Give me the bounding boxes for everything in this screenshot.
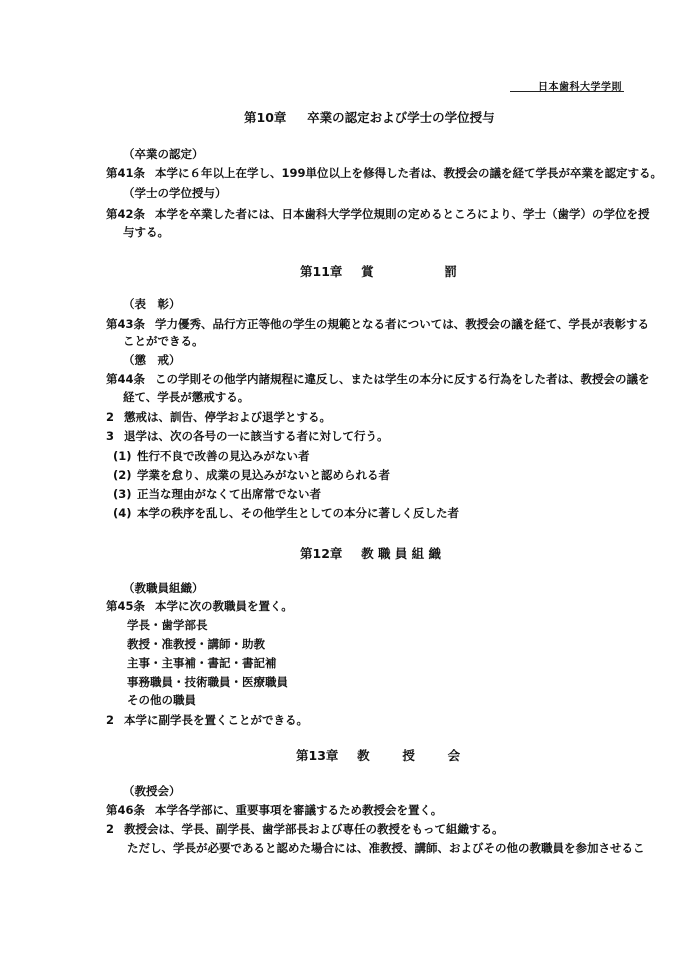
paragraph-text: 懲戒は、訓告、停学および退学とする。 — [124, 410, 331, 424]
header-rule — [510, 91, 624, 92]
article-text: 本学に次の教職員を置く。 — [155, 599, 293, 613]
article-text: 本学に６年以上在学し、199単位以上を修得した者は、教授会の議を経て学長が卒業を認定する。 — [155, 166, 663, 180]
paragraph-text: 本学に副学長を置くことができる。 — [124, 713, 308, 727]
paragraph-number: 2 — [106, 713, 115, 727]
item-text: 性行不良で改善の見込みがない者 — [137, 449, 310, 463]
article-45-caption: （教職員組織） — [123, 581, 204, 595]
running-header: 日本歯科大学学則 — [538, 82, 622, 93]
article-44-continuation: 経て、学長が懲戒する。 — [123, 390, 250, 404]
article-46-paragraph-2 — [106, 821, 504, 837]
article-46-caption: （教授会） — [123, 784, 181, 798]
article-number: 第41条 — [106, 166, 146, 180]
chapter-title-part: 会 — [447, 748, 461, 763]
chapter-number: 第12章 — [300, 546, 343, 561]
item-number: (3) — [113, 487, 132, 501]
article-number: 第45条 — [106, 599, 146, 613]
article-text: 学力優秀、品行方正等他の学生の規範となる者については、教授会の議を経て、学長が表彰する — [155, 317, 650, 331]
list-item — [113, 505, 459, 521]
article-text: 本学を卒業した者には、日本歯科大学学位規則の定めるところにより、学士（歯学）の学位を授 — [155, 207, 650, 221]
paragraph-text: 退学は、次の各号の一に該当する者に対して行う。 — [124, 429, 389, 443]
staff-item: 事務職員・技術職員・医療職員 — [127, 675, 288, 689]
article-44 — [106, 371, 650, 387]
chapter-11-heading — [300, 262, 457, 280]
list-item — [113, 467, 390, 483]
article-43-caption: （表 彰） — [123, 297, 181, 311]
chapter-title: 卒業の認定および学士の学位授与 — [307, 110, 495, 125]
article-number: 第43条 — [106, 317, 146, 331]
article-41 — [106, 165, 662, 181]
item-number: (1) — [113, 449, 132, 463]
paragraph-number: 2 — [106, 410, 115, 424]
paragraph-number: 3 — [106, 429, 115, 443]
article-43 — [106, 316, 649, 332]
item-text: 本学の秩序を乱し、その他学生としての本分に著しく反した者 — [137, 506, 459, 520]
list-item — [113, 448, 310, 464]
chapter-13-heading — [296, 746, 460, 764]
article-46-proviso: ただし、学長が必要であると認めた場合には、准教授、講師、およびその他の教職員を参加させるこ — [127, 841, 645, 855]
article-46 — [106, 802, 442, 818]
item-number: (2) — [113, 468, 132, 482]
article-number: 第44条 — [106, 372, 146, 386]
chapter-number: 第13章 — [296, 748, 339, 763]
staff-item: 主事・主事補・書記・書記補 — [127, 656, 277, 670]
item-number: (4) — [113, 506, 132, 520]
article-text: この学則その他学内諸規程に違反し、または学生の本分に反する行為をした者は、教授会の議を — [155, 372, 650, 386]
article-45 — [106, 598, 293, 614]
article-43-continuation: ことができる。 — [123, 334, 204, 348]
paragraph-number: 2 — [106, 822, 115, 836]
article-text: 本学各学部に、重要事項を審議するため教授会を置く。 — [155, 803, 443, 817]
article-44-paragraph-3 — [106, 428, 389, 444]
article-44-caption: （懲 戒） — [123, 353, 181, 367]
chapter-number: 第11章 — [300, 264, 343, 279]
article-number: 第42条 — [106, 207, 146, 221]
item-text: 学業を怠り、成業の見込みがないと認められる者 — [137, 468, 390, 482]
chapter-number: 第10章 — [244, 110, 287, 125]
item-text: 正当な理由がなくて出席常でない者 — [137, 487, 321, 501]
article-42 — [106, 206, 650, 222]
chapter-title-part: 授 — [402, 748, 415, 763]
article-44-paragraph-2 — [106, 409, 331, 425]
article-42-caption: （学士の学位授与） — [123, 186, 227, 200]
article-41-caption: （卒業の認定） — [123, 147, 204, 161]
article-45-paragraph-2 — [106, 712, 308, 728]
staff-item: その他の職員 — [127, 693, 196, 707]
chapter-title: 教 職 員 組 織 — [361, 546, 442, 561]
chapter-title-part: 罰 — [444, 264, 457, 279]
chapter-12-heading — [300, 544, 441, 562]
chapter-title-part: 教 — [357, 748, 370, 763]
chapter-title-part: 賞 — [361, 264, 374, 279]
chapter-10-heading — [244, 108, 495, 126]
staff-item: 学長・歯学部長 — [127, 618, 208, 632]
list-item — [113, 486, 321, 502]
staff-item: 教授・准教授・講師・助教 — [127, 637, 265, 651]
article-number: 第46条 — [106, 803, 146, 817]
paragraph-text: 教授会は、学長、副学長、歯学部長および専任の教授をもって組織する。 — [124, 822, 504, 836]
article-42-continuation: 与する。 — [123, 225, 169, 239]
